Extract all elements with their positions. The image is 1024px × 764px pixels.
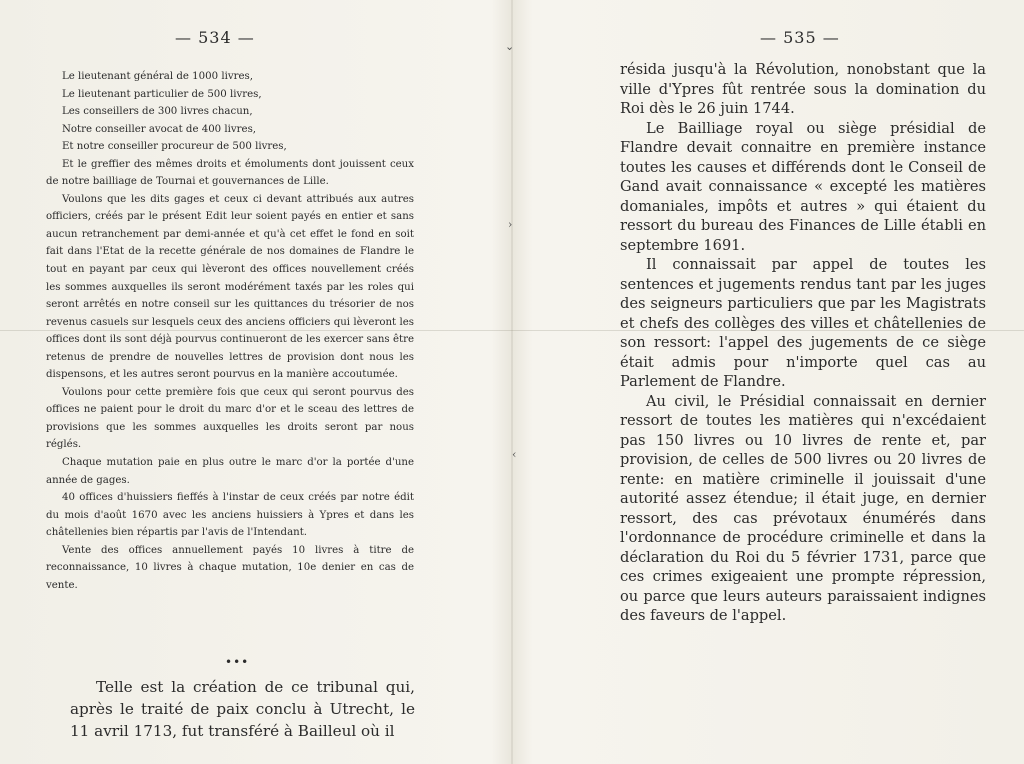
right-text-block xyxy=(620,60,986,626)
left-page xyxy=(40,0,415,764)
paragraph: résida jusqu'à la Révolution, nonobstant que la ville d'Ypres fût rentrée sous la domination du Roi dès le 26 juin 1744. xyxy=(620,61,986,117)
list-line: Le lieutenant particulier de 500 livres, xyxy=(62,88,262,100)
right-page-number: — 535 — xyxy=(760,28,840,47)
paragraph: 40 offices d'huissiers fieffés à l'instar de ceux créés par notre édit du mois d'août 1670 avec les anciens huissiers à Ypres et dans les châtellenies bien répartis par l'avis de l'Intendant. xyxy=(46,492,414,539)
paragraph: Et le greffier des mêmes droits et émoluments dont jouissent ceux de notre bailliage de Tournai et gouvernances de Lille. xyxy=(46,158,414,188)
paragraph: Telle est la création de ce tribunal qui, après le traité de paix conclu à Utrecht, le 11 avril 1713, fut transféré à Bailleul où il xyxy=(70,678,415,741)
paragraph: Voulons pour cette première fois que ceux qui seront pourvus des offices ne paient pour le droit du marc d'or et le sceau des lettres de provisions que les sommes auxquelles les droits seront par nous réglés. xyxy=(46,386,414,451)
right-page xyxy=(620,0,1000,764)
left-page-number: — 534 — xyxy=(175,28,255,47)
paragraph: Au civil, le Présidial connaissait en dernier ressort de toutes les matières qui n'excédaient pas 150 livres ou 10 livres de rente et, par provision, de celles de 500 livres ou 20 livres de rente: en matière criminelle il jouissait d'une autorité assez étendue; il était juge, en dernier ressort, des cas prévotaux énumérés dans l'ordonnance de procédure criminelle et dans la déclaration du Roi du 5 février 1731, parce que ces crimes exigeaient une prompte répression, ou parce que leurs auteurs paraissaient indignes des faveurs de l'appel. xyxy=(620,392,986,624)
book-fold xyxy=(511,0,513,764)
left-small-text-block xyxy=(46,68,414,594)
list-line: Notre conseiller avocat de 400 livres, xyxy=(62,123,257,135)
section-separator: ••• xyxy=(225,655,250,669)
paragraph: Voulons que les dits gages et ceux ci devant attribués aux autres officiers, créés par le présent Edit leur soient payés en entier et sans aucun retranchement par demi-année et qu'à cet effet le fond en soit fait dans l'Etat de la recette générale de nos domaines de Flandre le tout en payant par ceux qui lèveront des offices nouvellement créés les sommes auxquelles ils seront modérément taxés par les roles qui seront arrêtés en notre conseil sur les quittances du trésorier de nos revenus casuels sur lesquels ceux des anciens officiers qui lèveront les offices dont ils sont déjà pourvus continueront de les exercer sans être retenus de prendre de nouvelles lettres de provision dont nous les dispensons, et les autres seront pourvus en la manière accoutumée. xyxy=(46,193,414,381)
paragraph: Chaque mutation paie en plus outre le marc d'or la portée d'une année de gages. xyxy=(46,457,414,486)
scan-mark: ⌄ xyxy=(505,40,515,53)
list-line: Et notre conseiller procureur de 500 livres, xyxy=(62,141,287,153)
left-large-text-block xyxy=(70,676,415,743)
paragraph: Vente des offices annuellement payés 10 livres à titre de reconnaissance, 10 livres à chaque mutation, 10e denier en cas de vente. xyxy=(46,544,414,591)
list-line: Les conseillers de 300 livres chacun, xyxy=(62,106,253,118)
list-line: Le lieutenant général de 1000 livres, xyxy=(62,71,253,82)
scan-mark: › xyxy=(508,218,513,231)
paragraph: Le Bailliage royal ou siège présidial de Flandre devait connaitre en première instance toutes les causes et différends dont le Conseil de Gand avait connaissance « excepté les matières domaniales, impôts et autres » qui étaient du ressort du bureau des Finances de Lille établi en septembre 1691. xyxy=(620,119,986,254)
scan-mark: ‹ xyxy=(512,448,517,461)
paragraph: Il connaissait par appel de toutes les sentences et jugements rendus tant par les juges des seigneurs particuliers que par les Magistrats et chefs des collèges des villes et châtellenies de son ressort: l'appel des jugements de ce siège était admis pour n'importe quel cas au Parlement de Flandre. xyxy=(620,256,986,390)
